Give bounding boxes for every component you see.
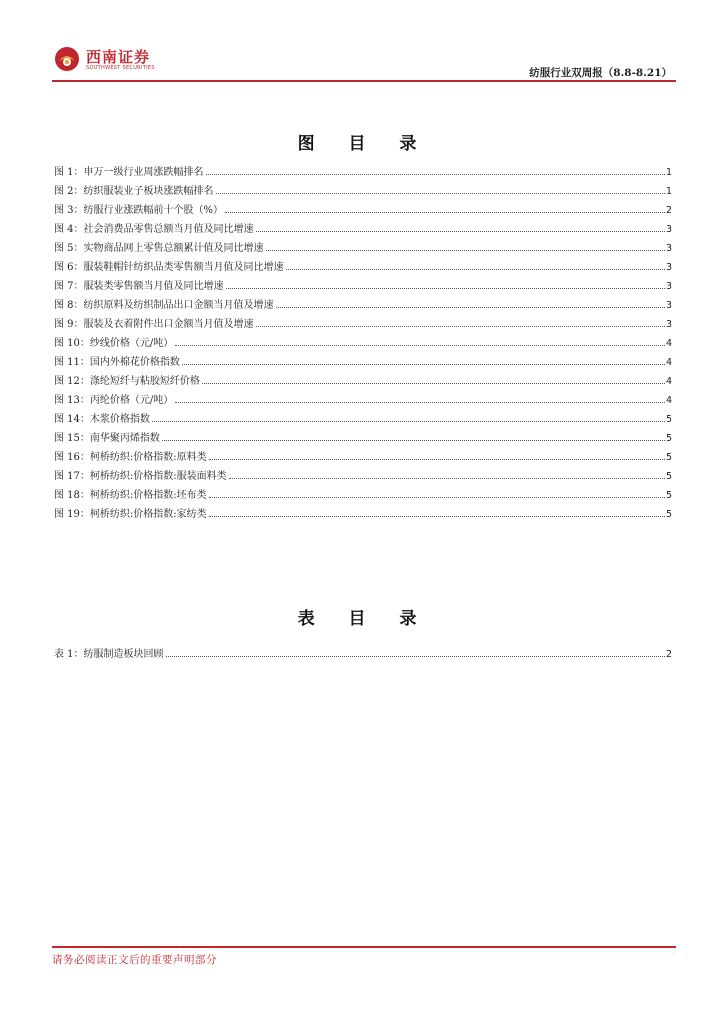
toc-entry-title: 申万一级行业周涨跌幅排名 <box>83 167 204 178</box>
toc-entry-title: 纺织服装业子板块涨跌幅排名 <box>83 186 214 197</box>
toc-entry-title: 木浆价格指数 <box>89 414 150 425</box>
toc-dot-leader <box>226 288 665 289</box>
toc-dot-leader <box>276 307 665 308</box>
toc-dot-leader <box>209 459 665 460</box>
toc-entry-page-number: 5 <box>665 452 672 463</box>
toc-entry-label: 图 5： <box>54 243 84 254</box>
toc-entry-page-number: 2 <box>665 205 672 216</box>
toc-entry-title: 纱线价格（元/吨） <box>89 338 174 349</box>
toc-dot-leader <box>225 212 665 213</box>
toc-entry[interactable] <box>54 178 672 197</box>
toc-entry-label: 图 8： <box>54 300 84 311</box>
toc-entry[interactable] <box>54 463 672 482</box>
toc-entry[interactable] <box>54 387 672 406</box>
toc-dot-leader <box>229 478 665 479</box>
toc-dot-leader <box>209 516 665 517</box>
toc-entry-label: 图 11： <box>54 357 90 368</box>
toc-entry-page-number: 3 <box>665 262 672 273</box>
toc-entry-page-number: 2 <box>665 649 672 660</box>
toc-entry-page-number: 1 <box>665 167 672 178</box>
toc-entry-page-number: 3 <box>665 300 672 311</box>
toc-entry[interactable] <box>54 159 672 178</box>
toc-dot-leader <box>166 656 665 657</box>
toc-entry[interactable] <box>54 235 672 254</box>
toc-entry-title: 国内外棉花价格指数 <box>89 357 180 368</box>
tables-toc-heading: 表 目 录 <box>297 609 431 629</box>
toc-dot-leader <box>209 497 665 498</box>
toc-dot-leader <box>266 250 665 251</box>
toc-entry-title: 柯桥纺织:价格指数:坯布类 <box>89 490 207 501</box>
toc-entry-title: 服装及衣着附件出口金额当月值及增速 <box>83 319 254 330</box>
toc-entry[interactable] <box>54 368 672 387</box>
footer-disclaimer: 请务必阅读正文后的重要声明部分 <box>52 954 217 966</box>
toc-entry-label: 图 2： <box>54 186 84 197</box>
toc-entry[interactable] <box>54 311 672 330</box>
toc-entry[interactable] <box>54 254 672 273</box>
toc-entry[interactable] <box>54 273 672 292</box>
toc-entry[interactable] <box>54 482 672 501</box>
toc-entry-page-number: 5 <box>665 471 672 482</box>
toc-entry-title: 服装鞋帽针纺织品类零售额当月值及同比增速 <box>83 262 284 273</box>
figures-toc-list <box>54 159 672 520</box>
toc-entry[interactable] <box>54 349 672 368</box>
toc-entry-page-number: 3 <box>665 243 672 254</box>
header-divider <box>52 80 676 82</box>
toc-entry-label: 图 14： <box>54 414 90 425</box>
toc-dot-leader <box>175 402 665 403</box>
toc-entry-page-number: 5 <box>665 509 672 520</box>
toc-entry-page-number: 5 <box>665 414 672 425</box>
toc-entry-label: 图 7： <box>54 281 84 292</box>
logo-english-name: SOUTHWEST SECURITIES <box>86 65 155 71</box>
toc-entry-title: 实物商品网上零售总额累计值及同比增速 <box>83 243 264 254</box>
toc-entry-page-number: 4 <box>665 395 672 406</box>
toc-dot-leader <box>216 193 665 194</box>
tables-toc-list <box>54 641 672 660</box>
toc-dot-leader <box>206 174 665 175</box>
toc-entry-title: 纺织原料及纺织制品出口金额当月值及增速 <box>83 300 274 311</box>
toc-entry-title: 南华聚丙烯指数 <box>89 433 160 444</box>
toc-entry-label: 图 3： <box>54 205 84 216</box>
toc-entry-label: 图 17： <box>54 471 90 482</box>
toc-entry-title: 柯桥纺织:价格指数:原料类 <box>89 452 207 463</box>
toc-dot-leader <box>162 440 665 441</box>
toc-entry-title: 纺服行业涨跌幅前十个股（%） <box>83 205 224 216</box>
toc-entry-page-number: 1 <box>665 186 672 197</box>
logo-emblem-icon <box>54 46 80 72</box>
toc-entry[interactable] <box>54 197 672 216</box>
toc-entry-label: 图 4： <box>54 224 84 235</box>
page-header <box>52 40 676 80</box>
toc-entry-page-number: 3 <box>665 281 672 292</box>
toc-entry-label: 图 19： <box>54 509 90 520</box>
toc-entry-page-number: 4 <box>665 338 672 349</box>
toc-entry-title: 涤纶短纤与粘胶短纤价格 <box>89 376 200 387</box>
toc-entry-title: 柯桥纺织:价格指数:服装面料类 <box>89 471 227 482</box>
toc-entry-page-number: 3 <box>665 319 672 330</box>
toc-entry-page-number: 5 <box>665 490 672 501</box>
toc-entry[interactable] <box>54 501 672 520</box>
toc-entry[interactable] <box>54 641 672 660</box>
toc-entry-title: 社会消费品零售总额当月值及同比增速 <box>83 224 254 235</box>
toc-entry-label: 图 1： <box>54 167 84 178</box>
toc-entry-title: 服装类零售额当月值及同比增速 <box>83 281 224 292</box>
toc-entry-title: 纺服制造板块回顾 <box>83 649 164 660</box>
toc-dot-leader <box>202 383 665 384</box>
toc-entry-label: 图 9： <box>54 319 84 330</box>
toc-dot-leader <box>182 364 665 365</box>
toc-entry-label: 图 13： <box>54 395 90 406</box>
toc-entry-label: 表 1： <box>54 649 84 660</box>
toc-entry-page-number: 5 <box>665 433 672 444</box>
company-logo <box>52 44 212 78</box>
toc-entry-label: 图 12： <box>54 376 90 387</box>
logo-chinese-name: 西南证券 <box>86 48 151 66</box>
toc-entry-label: 图 18： <box>54 490 90 501</box>
toc-entry[interactable] <box>54 425 672 444</box>
toc-entry-label: 图 10： <box>54 338 90 349</box>
toc-entry[interactable] <box>54 292 672 311</box>
toc-dot-leader <box>286 269 665 270</box>
toc-entry-page-number: 4 <box>665 357 672 368</box>
report-title: 纺服行业双周报（8.8-8.21） <box>529 67 672 79</box>
toc-entry[interactable] <box>54 444 672 463</box>
toc-dot-leader <box>256 231 665 232</box>
toc-entry-title: 丙纶价格（元/吨） <box>89 395 174 406</box>
toc-entry-title: 柯桥纺织:价格指数:家纺类 <box>89 509 207 520</box>
toc-dot-leader <box>152 421 665 422</box>
toc-entry[interactable] <box>54 216 672 235</box>
toc-entry-label: 图 16： <box>54 452 90 463</box>
toc-entry[interactable] <box>54 330 672 349</box>
toc-entry-label: 图 15： <box>54 433 90 444</box>
toc-entry-label: 图 6： <box>54 262 84 273</box>
footer-divider <box>52 946 676 948</box>
figures-toc-heading: 图 目 录 <box>297 134 431 154</box>
toc-entry[interactable] <box>54 406 672 425</box>
toc-entry-page-number: 3 <box>665 224 672 235</box>
toc-dot-leader <box>256 326 665 327</box>
toc-entry-page-number: 4 <box>665 376 672 387</box>
toc-dot-leader <box>175 345 665 346</box>
